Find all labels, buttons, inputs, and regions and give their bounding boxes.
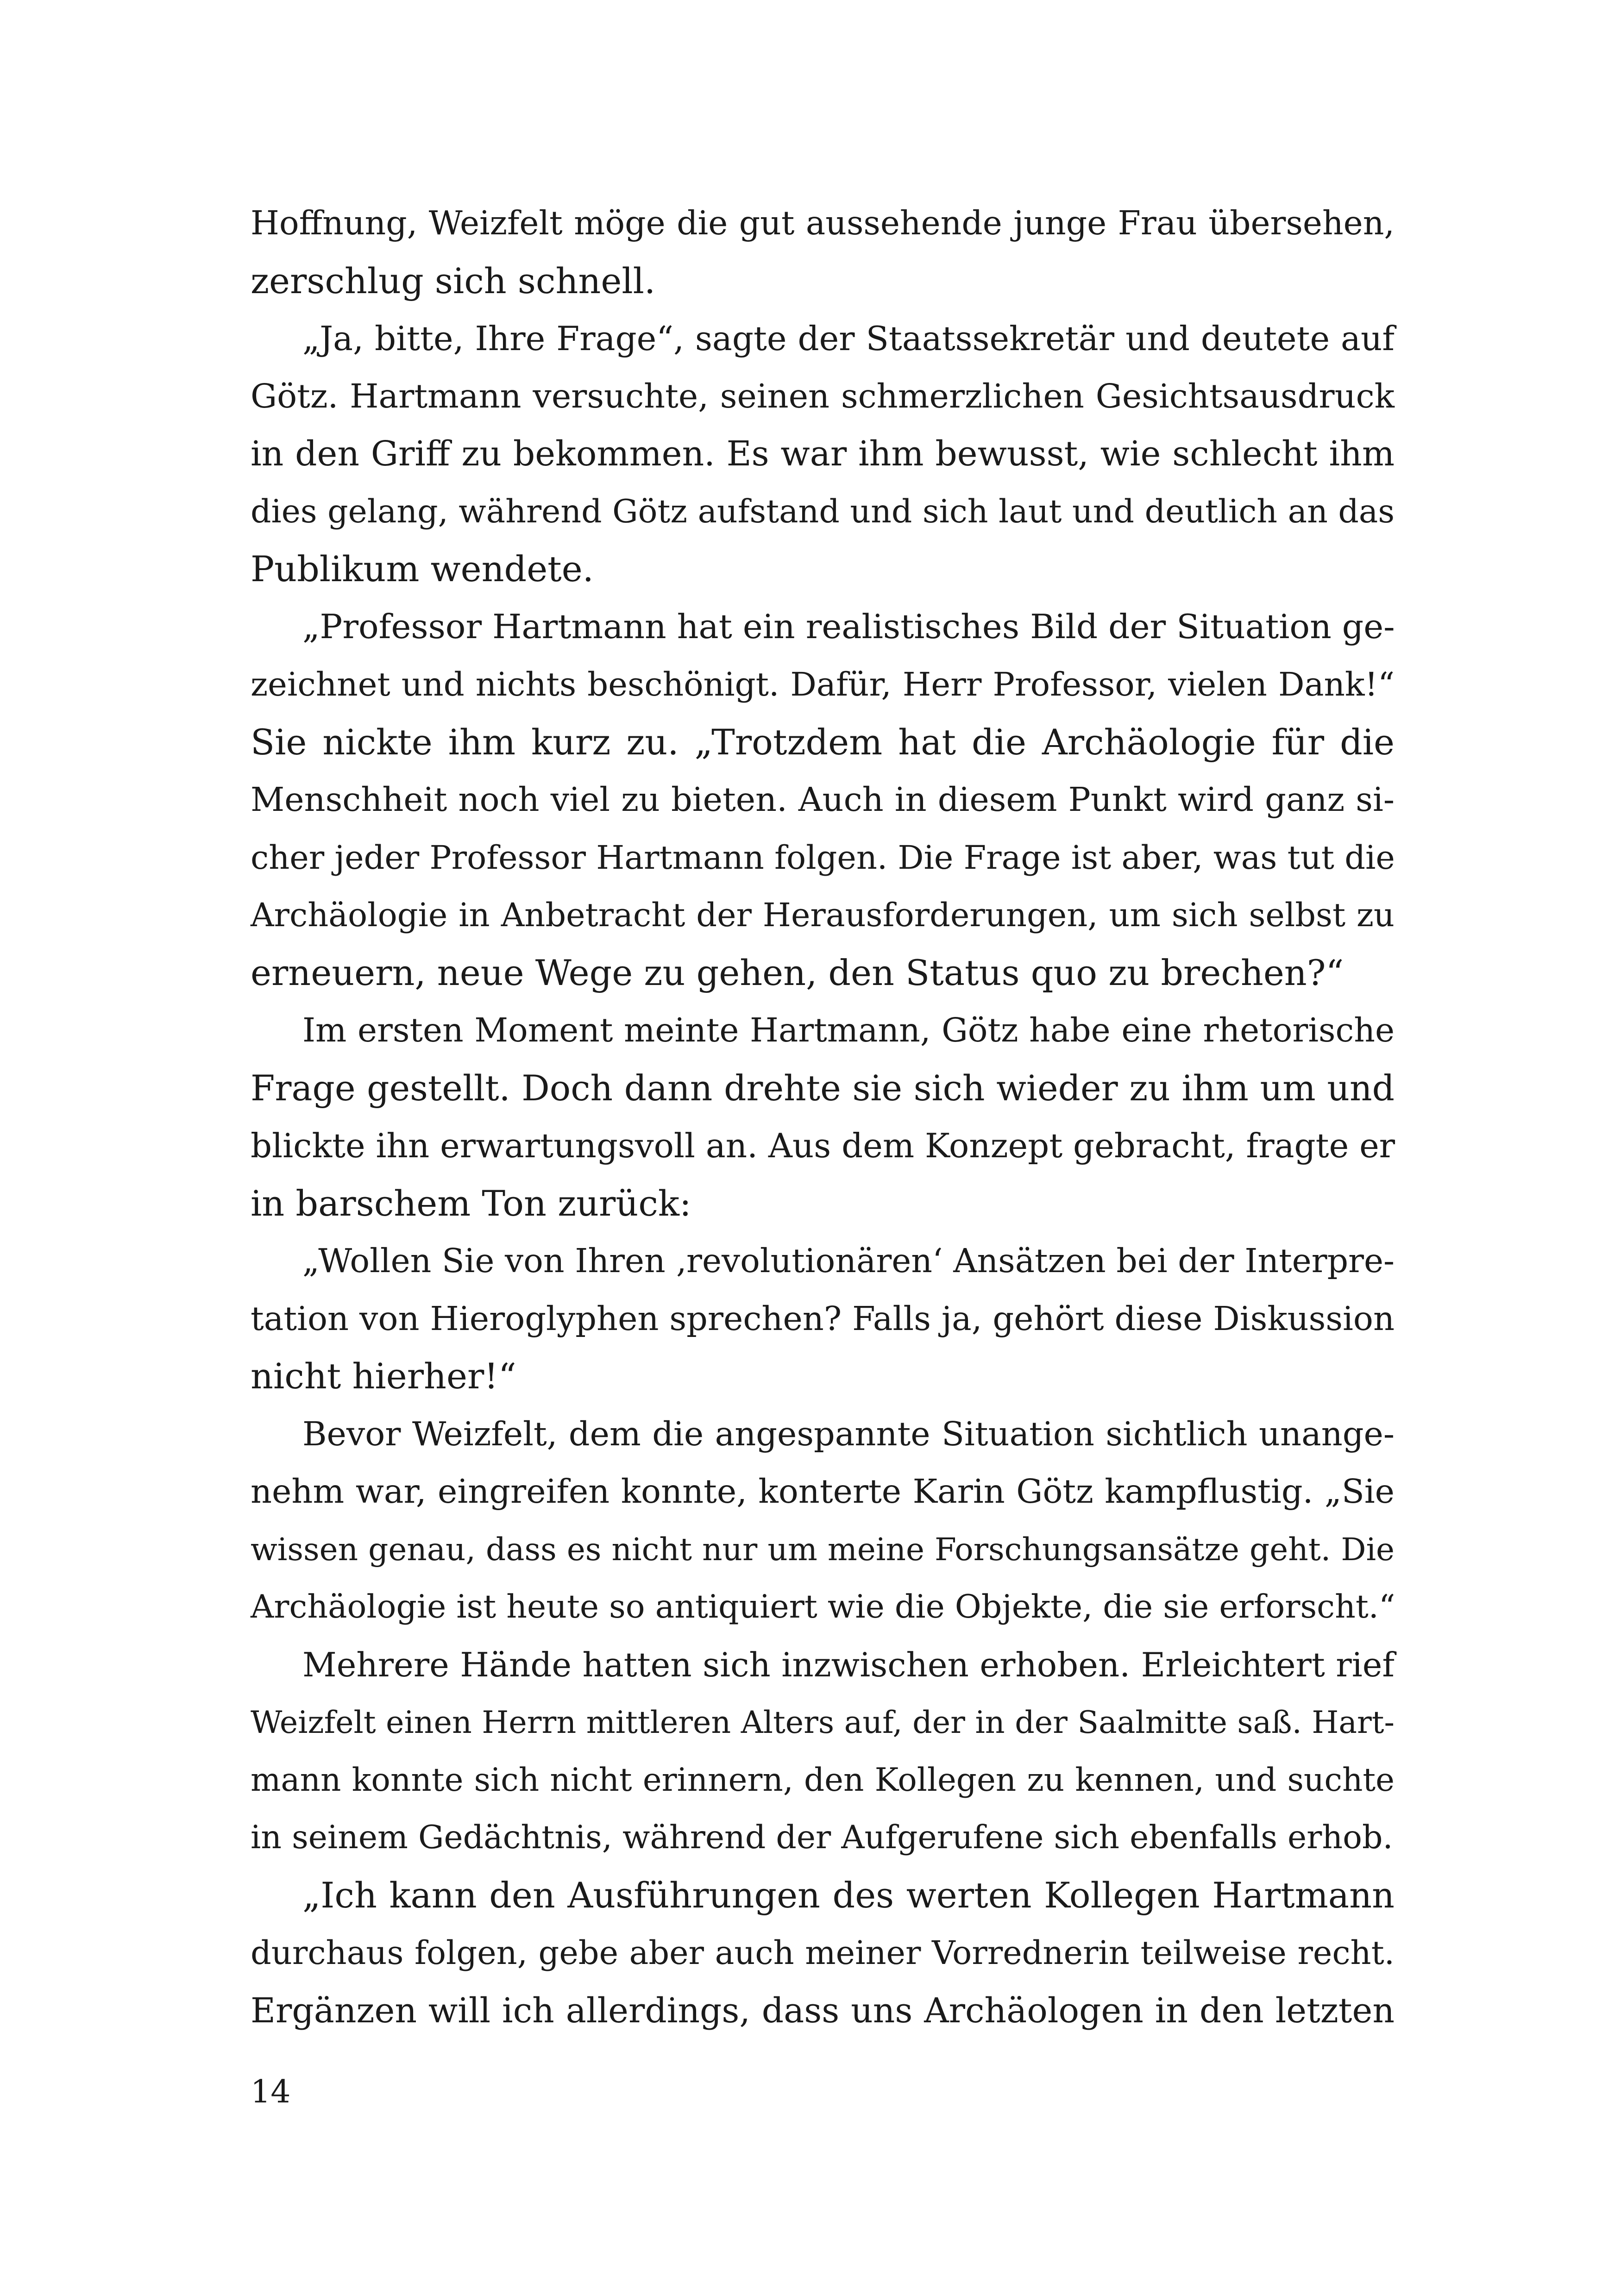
text-line: Ergänzen will ich allerdings, dass uns Archäologen in den letzten bbox=[251, 1990, 1395, 2031]
text-line: in barschem Ton zurück: bbox=[251, 1182, 691, 1224]
paragraph bbox=[251, 310, 1395, 598]
text-line: in seinem Gedächtnis, während der Aufgerufene sich ebenfalls erhob. bbox=[251, 1819, 1393, 1856]
text-line: Menschheit noch viel zu bieten. Auch in diesem Punkt wird ganz si- bbox=[251, 780, 1395, 819]
page-number: 14 bbox=[251, 2074, 291, 2110]
text-line: „Ja, bitte, Ihre Frage“, sagte der Staatssekretär und deutete auf bbox=[302, 319, 1395, 358]
text-line: Im ersten Moment meinte Hartmann, Götz habe eine rhetorische bbox=[302, 1011, 1395, 1049]
text-line: zeichnet und nichts beschönigt. Dafür, Herr Professor, vielen Dank!“ bbox=[251, 665, 1395, 703]
body-text bbox=[251, 194, 1395, 2039]
text-line: nehm war, eingreifen konnte, konterte Karin Götz kampflustig. „Sie bbox=[251, 1472, 1395, 1511]
paragraph bbox=[251, 1232, 1395, 1405]
text-line: erneuern, neue Wege zu gehen, den Status quo zu brechen?“ bbox=[251, 952, 1344, 993]
text-line: Mehrere Hände hatten sich inzwischen erhoben. Erleichtert rief bbox=[302, 1645, 1395, 1684]
text-line: „Professor Hartmann hat ein realistisches Bild der Situation ge- bbox=[302, 607, 1395, 646]
text-line: Götz. Hartmann versuchte, seinen schmerzlichen Gesichtsausdruck bbox=[251, 376, 1395, 415]
paragraph bbox=[251, 1867, 1395, 2040]
text-line: Archäologie ist heute so antiquiert wie die Objekte, die sie erforscht.“ bbox=[251, 1588, 1395, 1625]
text-line: Frage gestellt. Doch dann drehte sie sich wieder zu ihm um und bbox=[251, 1067, 1395, 1109]
text-line: zerschlug sich schnell. bbox=[251, 260, 656, 301]
paragraph bbox=[251, 1636, 1395, 1867]
text-line: wissen genau, dass es nicht nur um meine Forschungsansätze geht. Die bbox=[251, 1531, 1395, 1568]
text-line: nicht hierher!“ bbox=[251, 1355, 516, 1397]
text-line: Bevor Weizfelt, dem die angespannte Situation sichtlich unange- bbox=[302, 1414, 1395, 1453]
text-line: mann konnte sich nicht erinnern, den Kollegen zu kennen, und suchte bbox=[251, 1761, 1395, 1799]
text-line: cher jeder Professor Hartmann folgen. Die Frage ist aber, was tut die bbox=[251, 838, 1395, 877]
paragraph bbox=[251, 1002, 1395, 1232]
text-line: blickte ihn erwartungsvoll an. Aus dem Konzept gebracht, fragte er bbox=[251, 1126, 1395, 1165]
paragraph bbox=[251, 1405, 1395, 1636]
text-line: Sie nickte ihm kurz zu. „Trotzdem hat die Archäologie für die bbox=[251, 721, 1395, 763]
text-line: durchaus folgen, gebe aber auch meiner Vorrednerin teilweise recht. bbox=[251, 1934, 1395, 1972]
text-line: in den Griff zu bekommen. Es war ihm bewusst, wie schlecht ihm bbox=[251, 434, 1395, 474]
paragraph bbox=[251, 598, 1395, 1002]
text-line: Weizfelt einen Herrn mittleren Alters auf, der in der Saalmitte saß. Hart- bbox=[251, 1704, 1395, 1740]
text-line: Hoffnung, Weizfelt möge die gut aussehende junge Frau übersehen, bbox=[251, 204, 1395, 242]
text-line: „Wollen Sie von Ihren ‚revolutionären‘ Ansätzen bei der Interpre- bbox=[302, 1242, 1395, 1280]
text-line: „Ich kann den Ausführungen des werten Kollegen Hartmann bbox=[302, 1874, 1395, 1916]
text-line: dies gelang, während Götz aufstand und sich laut und deutlich an das bbox=[251, 492, 1395, 530]
paragraph bbox=[251, 194, 1395, 310]
text-line: tation von Hieroglyphen sprechen? Falls ja, gehört diese Diskussion bbox=[251, 1299, 1395, 1338]
text-line: Publikum wendete. bbox=[251, 548, 594, 590]
text-line: Archäologie in Anbetracht der Herausforderungen, um sich selbst zu bbox=[251, 896, 1395, 934]
